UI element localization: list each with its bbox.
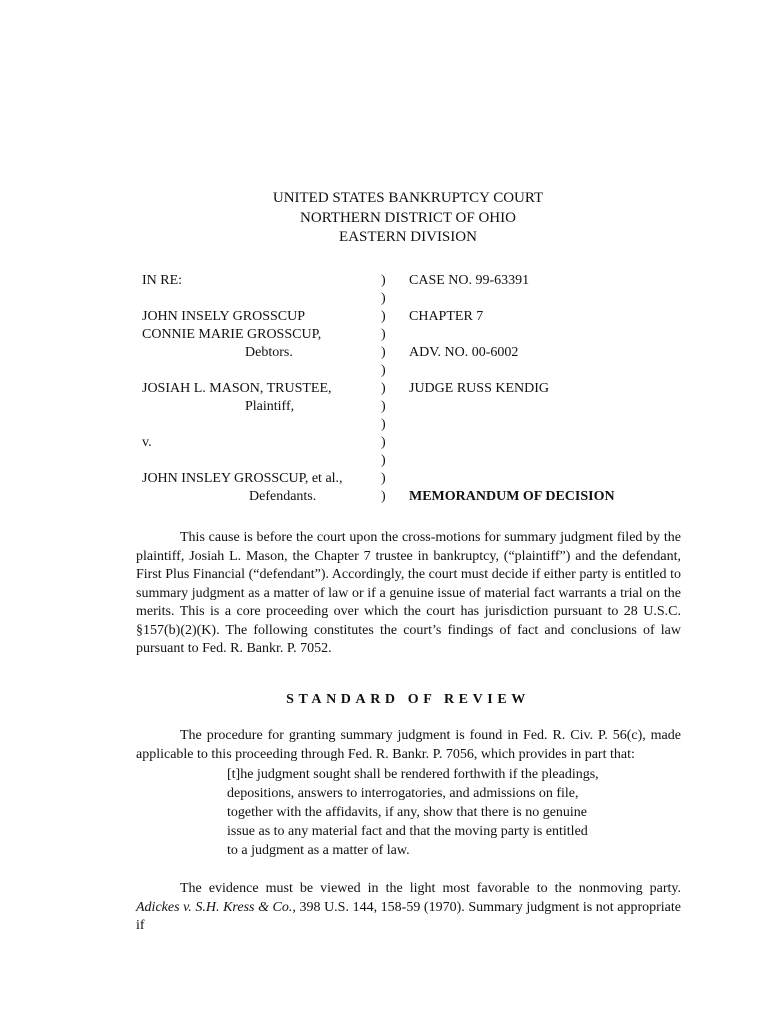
section-heading: STANDARD OF REVIEW	[286, 692, 530, 707]
debtor-name: CONNIE MARIE GROSSCUP,	[142, 327, 322, 342]
procedure-paragraph: The procedure for granting summary judgment is found in Fed. R. Civ. P. 56(c), made applicable to this proceeding through Fed. R. Bankr. P. 7056, which provides in part that:	[136, 728, 681, 762]
court-division: EASTERN DIVISION	[339, 229, 477, 245]
caption-paren: )	[381, 489, 386, 504]
caption-paren: )	[381, 399, 386, 414]
quote-line: to a judgment as a matter of law.	[227, 843, 410, 858]
evidence-text-end: , 398 U.S. 144, 158-59 (1970). Summary judgment is not appropriate if	[136, 899, 681, 933]
caption-paren: )	[381, 273, 386, 288]
court-district: NORTHERN DISTRICT OF OHIO	[300, 209, 516, 226]
caption-row	[0, 416, 770, 434]
block-quote	[227, 765, 607, 860]
quote-line: issue as to any material fact and that the moving party is entitled	[227, 824, 588, 839]
caption-paren: )	[381, 291, 386, 306]
caption-row	[0, 470, 770, 488]
body-paragraph	[136, 529, 681, 659]
body-paragraph	[136, 880, 681, 936]
caption-row	[0, 290, 770, 308]
court-heading	[0, 189, 770, 248]
caption-row	[0, 362, 770, 380]
caption-row	[0, 398, 770, 416]
caption-row	[0, 272, 770, 290]
evidence-paragraph	[136, 880, 681, 936]
defendant-name: JOHN INSLEY GROSSCUP, et al.,	[142, 471, 343, 486]
caption-paren: )	[381, 435, 386, 450]
quote-line: together with the affidavits, if any, show that there is no genuine	[227, 805, 588, 820]
judge-name: JUDGE RUSS KENDIG	[409, 381, 550, 396]
chapter-label: CHAPTER 7	[409, 309, 484, 324]
caption-row	[0, 434, 770, 452]
plaintiff-label: Plaintiff,	[245, 399, 295, 414]
document-title: MEMORANDUM OF DECISION	[409, 489, 615, 504]
debtors-label: Debtors.	[245, 345, 293, 360]
caption-paren: )	[381, 471, 386, 486]
caption-paren: )	[381, 417, 386, 432]
caption-row	[0, 344, 770, 362]
evidence-text: The evidence must be viewed in the light most favorable to the nonmoving party.	[180, 881, 681, 896]
debtor-name: JOHN INSELY GROSSCUP	[142, 309, 305, 324]
intro-paragraph: This cause is before the court upon the cross-motions for summary judgment filed by the plaintiff, Josiah L. Mason, the Chapter 7 trustee in bankruptcy, (“plaintiff”) and the defendant, First Plus Financial (“defendant”). Accordingly, the court must decide if either party is entitled to summary judgment as a matter of law or if a genuine issue of material fact warrants a trial on the merits. This is a core proceeding over which the court has jurisdiction pursuant to 28 U.S.C. §157(b)(2)(K). The following constitutes the court’s findings of fact and conclusions of law pursuant to Fed. R. Bankr. P. 7052.	[136, 530, 681, 656]
versus-label: v.	[142, 435, 152, 450]
caption-row	[0, 380, 770, 398]
caption-paren: )	[381, 309, 386, 324]
caption-paren: )	[381, 345, 386, 360]
defendants-label: Defendants.	[249, 489, 317, 504]
quote-line: depositions, answers to interrogatories, and admissions on file,	[227, 786, 579, 801]
case-citation: Adickes v. S.H. Kress & Co.	[136, 899, 293, 915]
caption-paren: )	[381, 327, 386, 342]
caption-row	[0, 326, 770, 344]
caption-row	[0, 488, 770, 506]
case-number: CASE NO. 99-63391	[409, 273, 530, 288]
caption-paren: )	[381, 363, 386, 378]
caption-row	[0, 452, 770, 470]
case-caption	[0, 272, 770, 506]
plaintiff-name: JOSIAH L. MASON, TRUSTEE,	[142, 381, 332, 396]
in-re-label: IN RE:	[142, 273, 183, 288]
caption-paren: )	[381, 453, 386, 468]
body-paragraph	[136, 727, 681, 764]
caption-row	[0, 308, 770, 326]
caption-paren: )	[381, 381, 386, 396]
court-name: UNITED STATES BANKRUPTCY COURT	[272, 190, 544, 206]
quote-line: [t]he judgment sought shall be rendered forthwith if the pleadings,	[227, 767, 599, 782]
adversary-number: ADV. NO. 00-6002	[409, 345, 519, 360]
